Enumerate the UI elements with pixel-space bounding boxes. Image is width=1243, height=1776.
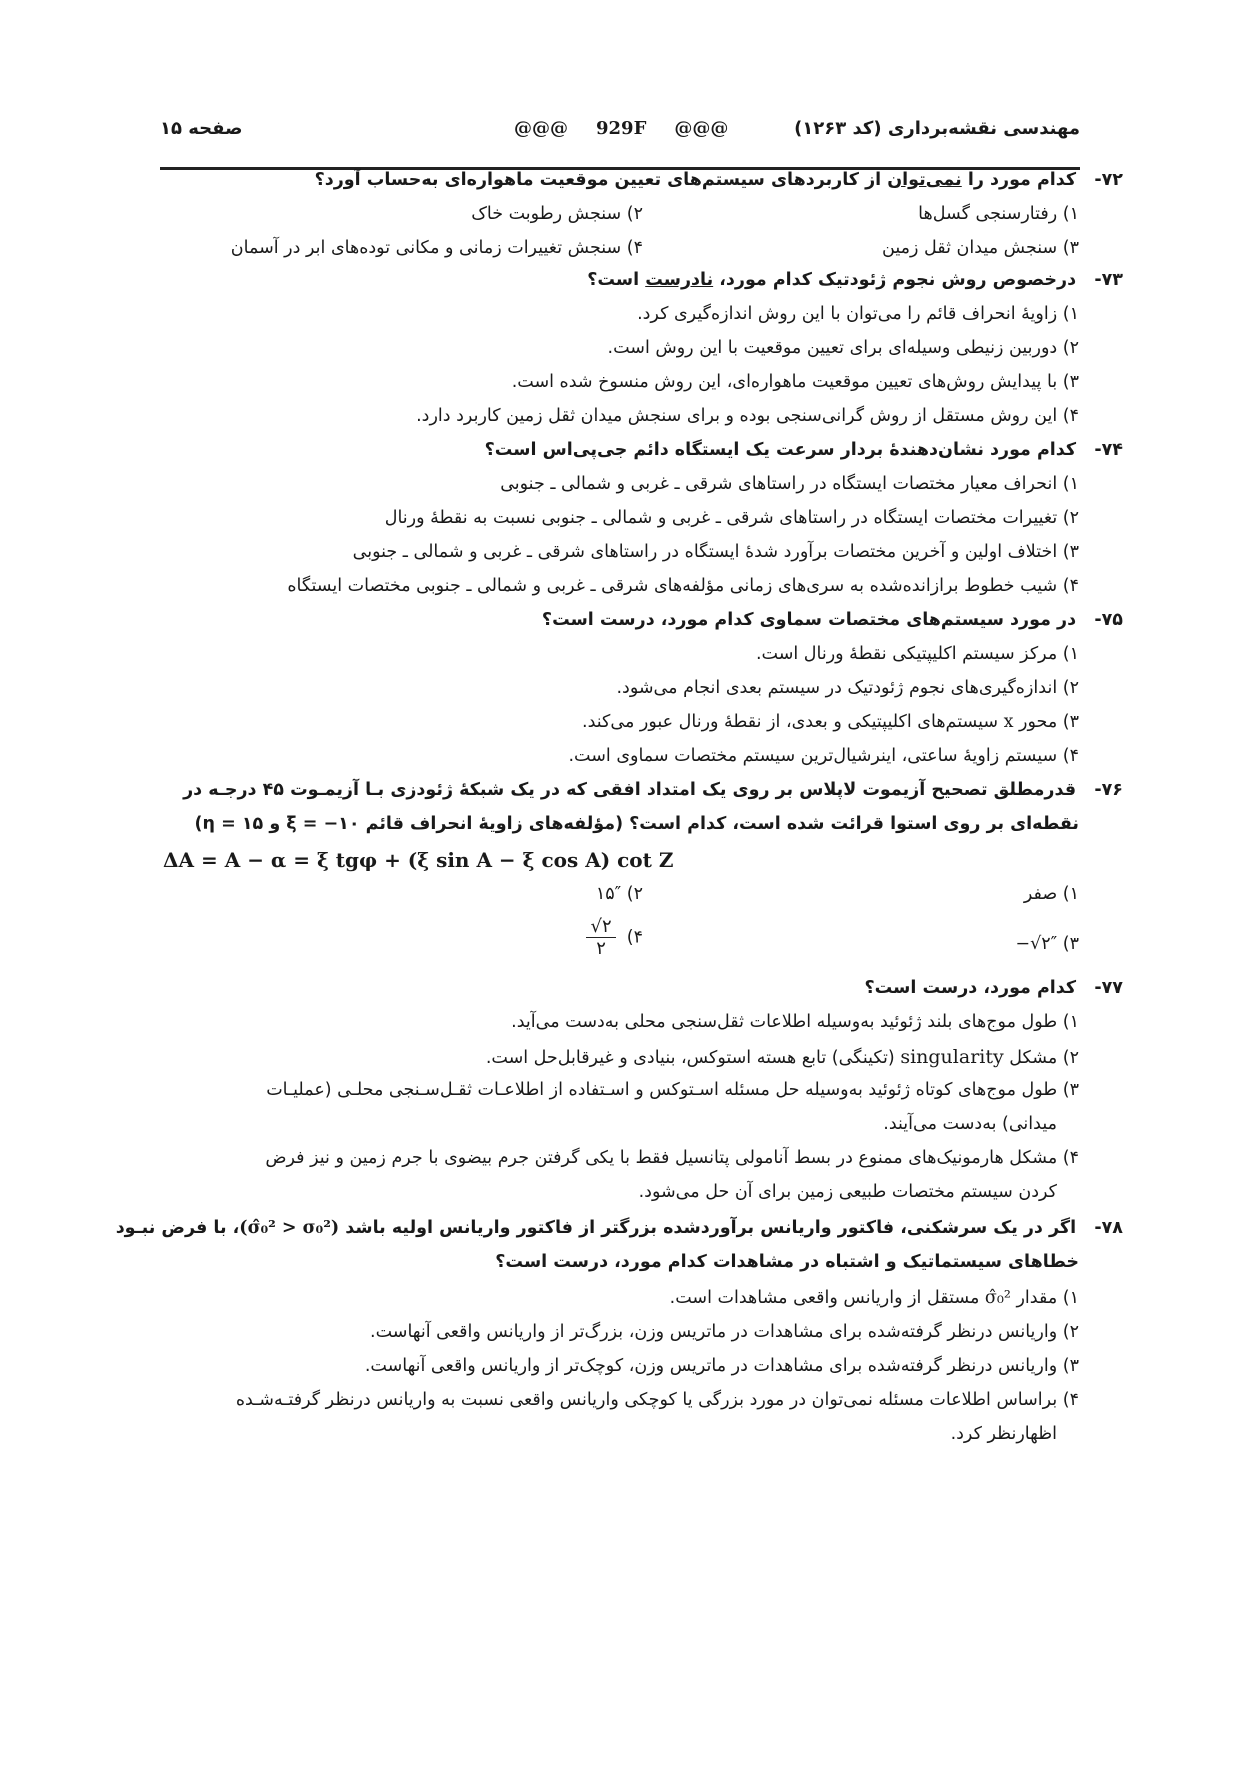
option-label: ۴) — [626, 927, 643, 948]
option-term: singularity — [900, 1046, 1004, 1068]
question-number: ۷۴- — [1094, 440, 1123, 460]
question-text: کدام مورد نشان‌دهندهٔ بردار سرعت یک ایستگاه دائم جی‌پی‌اس است؟ — [484, 440, 1077, 460]
option-75-1: ۱) مرکز سیستم اکلیپتیکی نقطهٔ ورنال است. — [755, 644, 1079, 664]
variance-symbol: σ̂₀² — [984, 1288, 1011, 1308]
question-emphasis: نمی‌توان — [887, 170, 962, 190]
question-74 — [485, 440, 1123, 460]
option-73-4: ۴) این روش مستقل از روش گرانی‌سنجی بوده و برای سنجش میدان ثقل زمین کاربرد دارد. — [416, 406, 1079, 426]
question-emphasis: نادرست — [645, 270, 714, 290]
question-text: درخصوص روش نجوم ژئودتیک کدام مورد، — [713, 270, 1077, 290]
option-76-1: ۱) صفر — [1023, 884, 1079, 904]
option-74-2: ۲) تغییرات مختصات ایستگاه در راستاهای شرقی ـ غربی و شمالی ـ جنوبی نسبت به نقطهٔ ورنال — [384, 508, 1079, 528]
header-code-mark-a: @@@ — [514, 118, 568, 139]
fraction-denominator: ۲ — [596, 938, 606, 959]
question-76 — [183, 780, 1123, 800]
header-code-mark-b: @@@ — [674, 118, 729, 139]
question-text: نقطه‌ای بر روی استوا قرائت شده است، کدام است؟ (مؤلفه‌های زاویهٔ انحراف قائم — [359, 814, 1079, 834]
option-72-3: ۳) سنجش میدان ثقل زمین — [882, 238, 1079, 258]
option-72-2: ۲) سنجش رطوبت خاک — [471, 204, 643, 224]
question-text: کدام مورد را — [961, 170, 1077, 190]
header-booklet-code — [500, 118, 742, 139]
laplace-formula: ΔA = A − α = ξ tgφ + (ξ sin A − ξ cos A) cot Z — [163, 848, 674, 872]
option-78-2: ۲) واریانس درنظر گرفته‌شده برای مشاهدات در ماتریس وزن، بزرگ‌تر از واریانس واقعی آنهاست. — [370, 1322, 1079, 1342]
option-76-4 — [586, 916, 643, 959]
question-number: ۷۷- — [1094, 978, 1123, 998]
option-77-1: ۱) طول موج‌های بلند ژئوئید به‌وسیله اطلاعات ثقل‌سنجی محلی به‌دست می‌آید. — [511, 1012, 1079, 1032]
option-78-4: ۴) براساس اطلاعات مسئله نمی‌توان در مورد بزرگی یا کوچکی واریانس واقعی نسبت به واریانس درنظر گرفتـه‌شـده — [235, 1390, 1079, 1410]
option-text: سیستم‌های اکلیپتیکی و بعدی، از نقطهٔ ورنال عبور می‌کند. — [582, 712, 1004, 732]
option-value: ۱۵″ — [595, 884, 622, 904]
question-number: ۷۲- — [1094, 170, 1123, 190]
option-77-3-cont: میدانی) به‌دست می‌آیند. — [883, 1114, 1057, 1134]
option-77-4: ۴) مشکل هارمونیک‌های ممنوع در بسط آنامولی پتانسیل فقط با یکی گرفتن جرم بیضوی با جرم زمین و نیز فرض — [265, 1148, 1079, 1168]
option-78-4-cont: اظهارنظر کرد. — [950, 1424, 1057, 1444]
deflection-condition: (η = ۱۵ و ξ = −۱۰ — [194, 814, 360, 834]
option-72-1: ۱) رفتارسنجی گسل‌ها — [918, 204, 1079, 224]
page-header — [160, 118, 1080, 152]
question-76-line2 — [195, 814, 1079, 834]
option-78-1 — [670, 1288, 1079, 1308]
option-78-3: ۳) واریانس درنظر گرفته‌شده برای مشاهدات در ماتریس وزن، کوچک‌تر از واریانس واقعی آنهاست. — [364, 1356, 1079, 1376]
question-number: ۷۸- — [1094, 1218, 1123, 1238]
question-78 — [116, 1218, 1123, 1238]
question-text: ، با فرض نبـود — [115, 1218, 240, 1238]
option-75-4: ۴) سیستم زاویهٔ ساعتی، اینرشیال‌ترین سیستم مختصات سماوی است. — [568, 746, 1079, 766]
header-page-number: صفحه ۱۵ — [160, 118, 243, 139]
option-text: (تکینگی) تابع هسته استوکس، بنیادی و غیرقابل‌حل است. — [485, 1048, 901, 1068]
option-text: ۲) مشکل — [1003, 1048, 1079, 1068]
option-text: مستقل از واریانس واقعی مشاهدات است. — [669, 1288, 985, 1308]
option-77-4-cont: کردن سیستم مختصات طبیعی زمین برای آن حل می‌شود. — [638, 1182, 1057, 1202]
question-75 — [542, 610, 1123, 630]
option-74-4: ۴) شیب خطوط برازانده‌شده به سری‌های زمانی مؤلفه‌های شرقی ـ غربی و شمالی ـ جنوبی مختصات ایستگاه — [287, 576, 1079, 596]
option-77-3: ۳) طول موج‌های کوتاه ژئوئید به‌وسیله حل مسئله اسـتوکس و اسـتفاده از اطلاعـات ثقـل‌سـنجی محلـی (عملیـات — [266, 1080, 1079, 1100]
question-77 — [865, 978, 1124, 998]
fraction — [586, 916, 615, 959]
question-78-line2: خطاهای سیستماتیک و اشتباه در مشاهدات کدام مورد، درست است؟ — [495, 1252, 1079, 1272]
option-75-2: ۲) اندازه‌گیری‌های نجوم ژئودتیک در سیستم بعدی انجام می‌شود. — [616, 678, 1079, 698]
option-72-4: ۴) سنجش تغییرات زمانی و مکانی توده‌های ابر در آسمان — [230, 238, 643, 258]
question-73 — [587, 270, 1123, 290]
question-text: قدرمطلق تصحیح آزیموت لاپلاس بر روی یک امتداد افقی که در یک شبکهٔ ژئودزی بـا آزیمـوت ۴۵ درجـه در — [183, 780, 1077, 800]
question-text: کدام مورد، درست است؟ — [864, 978, 1077, 998]
question-number: ۷۵- — [1094, 610, 1123, 630]
option-73-3: ۳) با پیدایش روش‌های تعیین موقعیت ماهواره‌ای، این روش منسوخ شده است. — [511, 372, 1079, 392]
option-74-1: ۱) انحراف معیار مختصات ایستگاه در راستاهای شرقی ـ غربی و شمالی ـ جنوبی — [500, 474, 1079, 494]
option-text: ۳) محور — [1013, 712, 1079, 732]
question-text: در مورد سیستم‌های مختصات سماوی کدام مورد، درست است؟ — [541, 610, 1077, 630]
question-72 — [315, 170, 1123, 190]
option-73-1: ۱) زاویهٔ انحراف قائم را می‌توان با این روش اندازه‌گیری کرد. — [637, 304, 1079, 324]
option-75-3 — [582, 712, 1079, 732]
header-exam-title: مهندسی نقشه‌برداری (کد ۱۲۶۳) — [794, 118, 1080, 139]
option-76-3 — [1015, 934, 1079, 954]
question-text: اگر در یک سرشکنی، فاکتور واریانس برآوردشده بزرگتر از فاکتور واریانس اولیه باشد — [339, 1218, 1077, 1238]
option-73-2: ۲) دوربین زنیطی وسیله‌ای برای تعیین موقعیت با این روش است. — [607, 338, 1079, 358]
option-label: ۳) — [1062, 934, 1079, 954]
axis-symbol: x — [1003, 712, 1014, 732]
question-number: ۷۶- — [1094, 780, 1123, 800]
option-76-2 — [596, 884, 643, 904]
option-label: ۲) — [626, 884, 643, 904]
question-number: ۷۳- — [1094, 270, 1123, 290]
option-77-2 — [486, 1046, 1079, 1068]
option-text: ۱) مقدار — [1010, 1288, 1079, 1308]
question-text: است؟ — [587, 270, 646, 290]
question-text: از کاربردهای سیستم‌های تعیین موقعیت ماهواره‌ای به‌حساب آورد؟ — [314, 170, 888, 190]
option-74-3: ۳) اختلاف اولین و آخرین مختصات برآورد شدهٔ ایستگاه در راستاهای شرقی ـ غربی و شمالی ـ جنوبی — [352, 542, 1079, 562]
header-code: 929F — [596, 118, 647, 139]
option-value: −√۲″ — [1015, 934, 1058, 954]
fraction-numerator: √۲ — [586, 916, 615, 938]
variance-inequality: (σ̂₀² > σ₀²) — [239, 1218, 340, 1238]
